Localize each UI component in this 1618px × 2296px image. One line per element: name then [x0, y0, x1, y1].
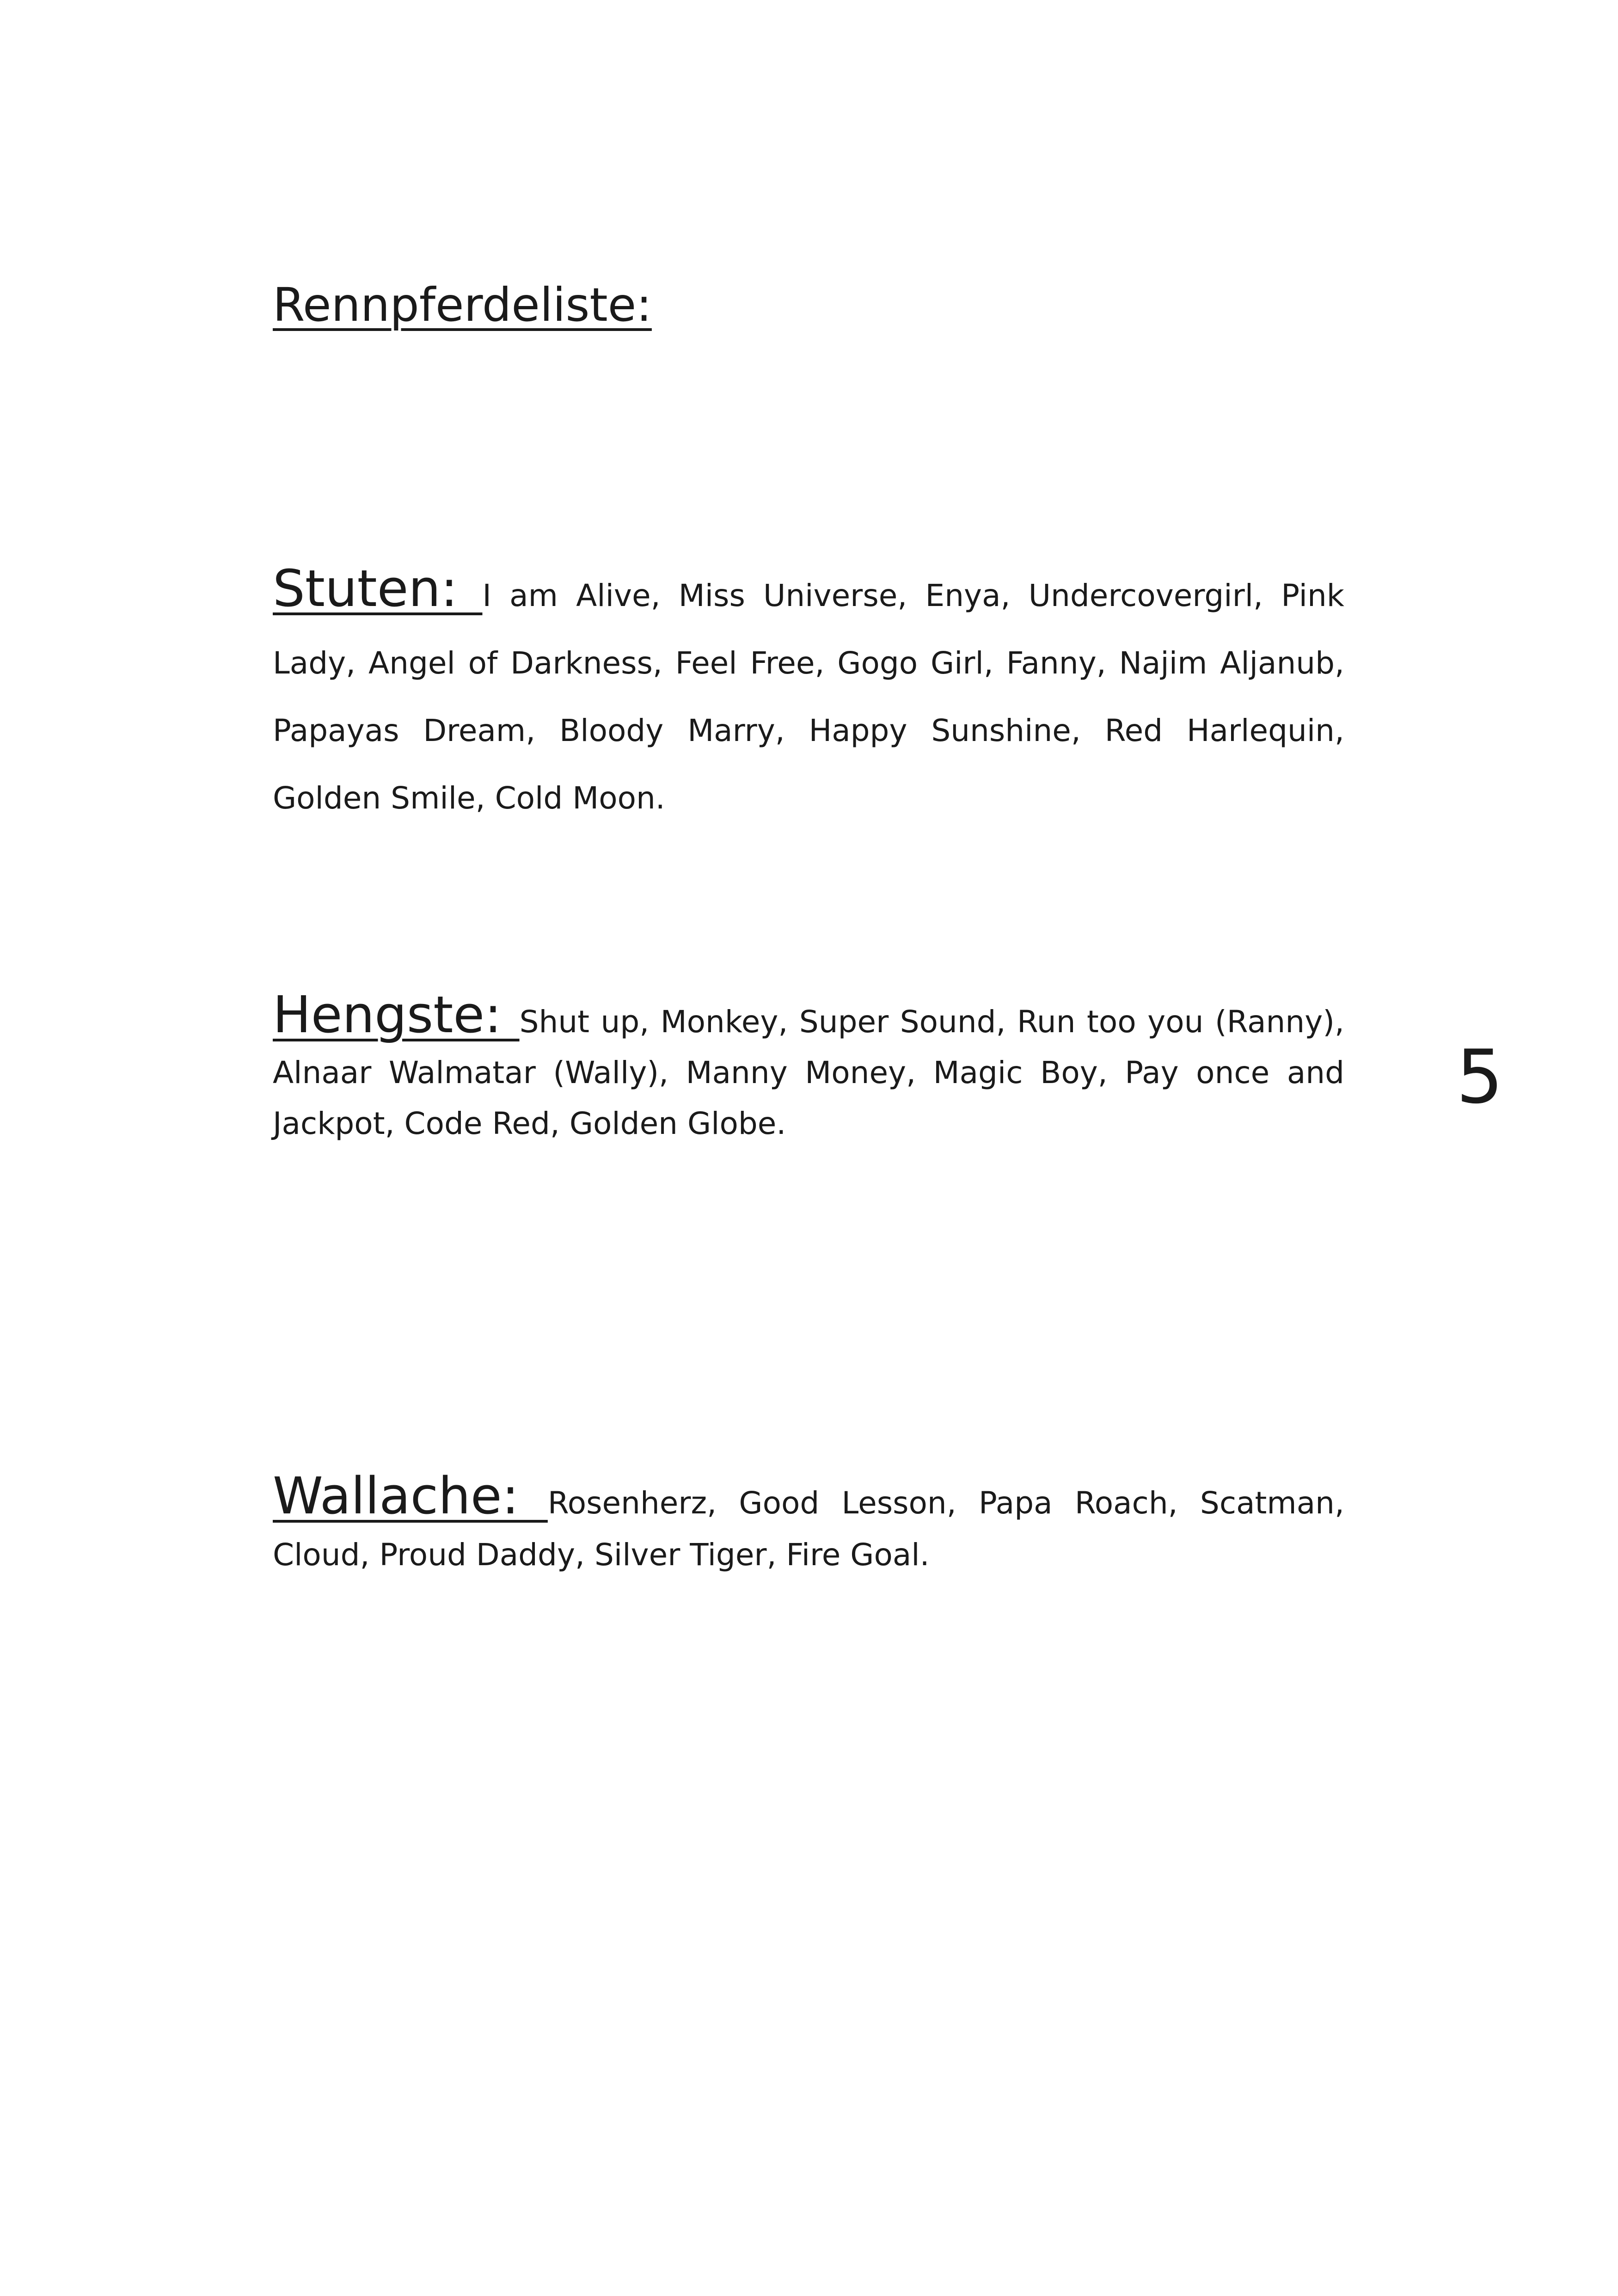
section-heading-wallache: Wallache: — [273, 1466, 548, 1525]
section-text-hengste: Shut up, Monkey, Super Sound, Run too you (Ranny), Alnaar Walmatar (Wally), Manny Money, Magic Boy, Pay once and Jackpot, Code Red, Golden Globe. — [273, 1004, 1344, 1141]
section-wallache — [273, 1466, 1344, 1581]
page-title: Rennpferdeliste: — [273, 278, 652, 332]
section-hengste — [273, 985, 1344, 1149]
section-text-wallache: Rosenherz, Good Lesson, Papa Roach, Scatman, Cloud, Proud Daddy, Silver Tiger, Fire Goal. — [273, 1485, 1344, 1573]
section-heading-stuten: Stuten: — [273, 559, 483, 618]
page-number: 5 — [1456, 1034, 1503, 1120]
section-text-stuten: I am Alive, Miss Universe, Enya, Undercovergirl, Pink Lady, Angel of Darkness, Feel Free, Gogo Girl, Fanny, Najim Aljanub, Papayas Dream, Bloody Marry, Happy Sunshine, Red Harlequin, Golden Smile, Cold Moon. — [273, 578, 1344, 816]
section-stuten — [273, 555, 1344, 832]
section-heading-hengste: Hengste: — [273, 985, 520, 1044]
